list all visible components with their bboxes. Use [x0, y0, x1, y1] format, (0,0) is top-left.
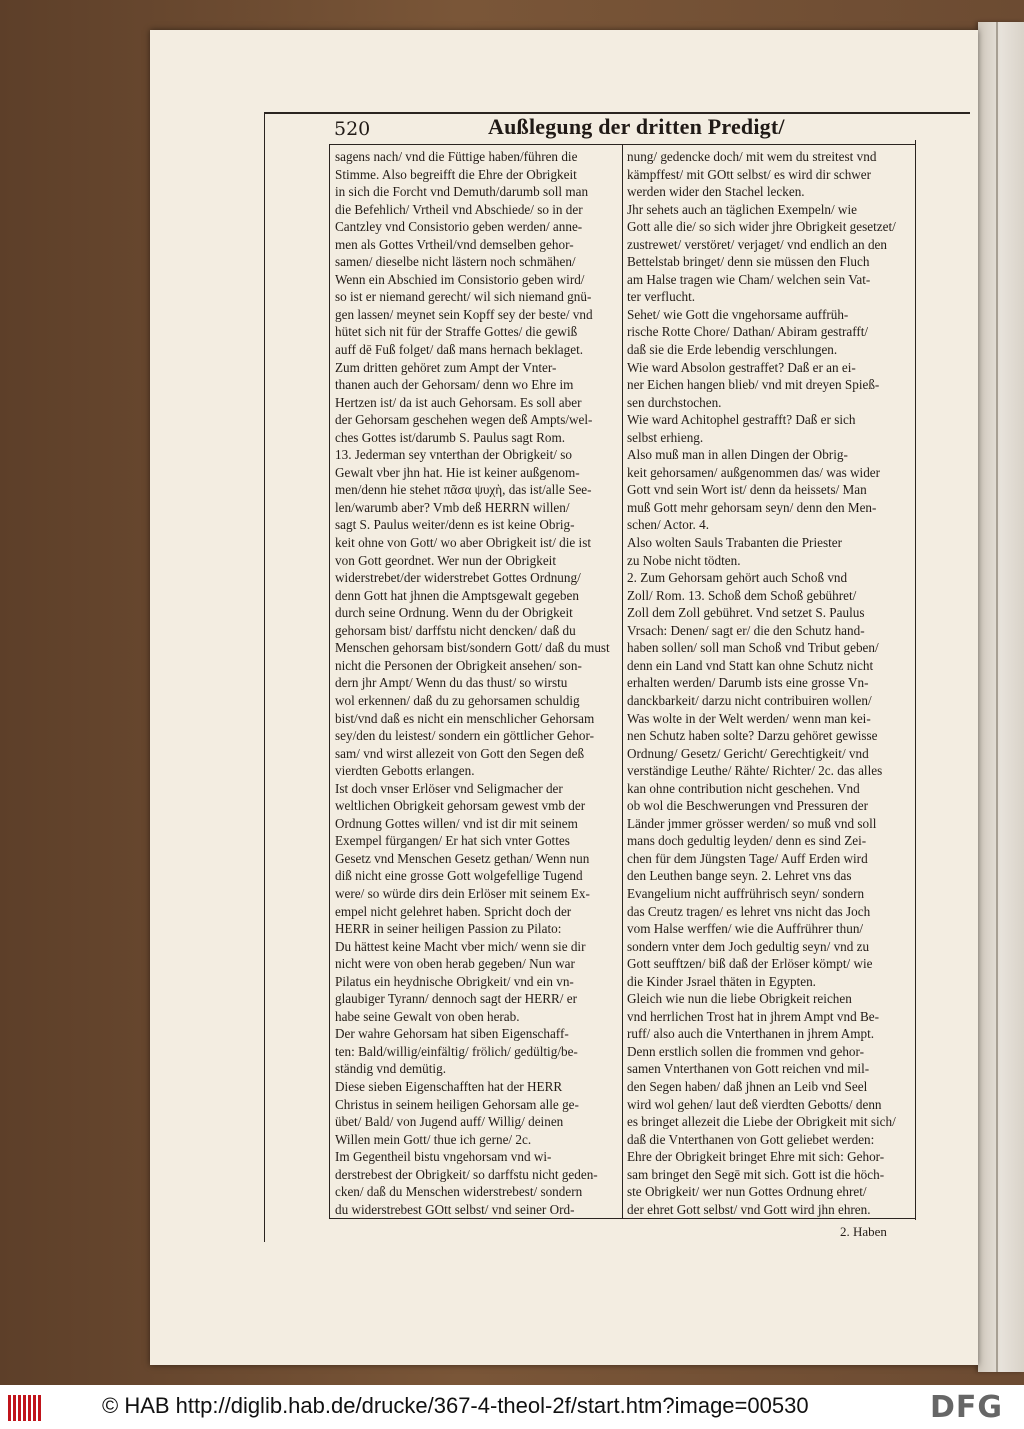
- text-line: auff dē Fuß folget/ daß mans hernach beklaget.: [335, 342, 584, 358]
- text-line: du widerstrebest GOtt selbst/ vnd seiner Ord-: [335, 1201, 575, 1217]
- text-line: Sehet/ wie Gott die vngehorsame auffrüh-: [627, 306, 849, 322]
- text-line: samen/ dieselbe nicht lästern noch schmähen/: [335, 254, 576, 270]
- text-line: ches Gottes ist/darumb S. Paulus sagt Rom.: [335, 429, 566, 445]
- text-line: es bringet allezeit die Liebe der Obrigkeit mit sich/: [627, 1114, 896, 1130]
- text-line: Bettelstab bringet/ denn sie müssen den Fluch: [627, 254, 870, 270]
- text-line: Also wolten Sauls Trabanten die Priester: [627, 535, 843, 551]
- text-line: übet/ Bald/ von Jugend auff/ Willig/ deinen: [335, 1114, 564, 1130]
- text-line: glaubiger Tyrann/ dennoch sagt der HERR/ er: [335, 991, 578, 1007]
- text-line: Also muß man in allen Dingen der Obrig-: [627, 447, 848, 463]
- text-line: Diese sieben Eigenschafften hat der HERR: [335, 1078, 563, 1094]
- left-text-column: [335, 148, 617, 1218]
- text-line: nen Schutz haben solte? Darzu gehöret gewisse: [627, 728, 878, 744]
- page-number: 520: [334, 118, 371, 140]
- barcode-icon: [8, 1395, 46, 1421]
- text-line: Stimme. Also begreifft die Ehre der Obrigkeit: [335, 166, 577, 182]
- text-line: men/denn hie stehet πᾶσα ψυχὴ, das ist/alle See-: [335, 482, 592, 498]
- text-line: Vrsach: Denen/ sagt er/ die den Schutz hand-: [627, 622, 865, 638]
- text-line: Pilatus ein heydnische Obrigkeit/ vnd ein vn-: [335, 973, 574, 989]
- text-line: denn Gott hat jhnen die Amptsgewalt gegeben: [335, 587, 579, 603]
- text-line: samen Vnterthanen von Gott reichen vnd mil-: [627, 1061, 870, 1077]
- text-line: Zum dritten gehöret zum Ampt der Vnter-: [335, 359, 557, 375]
- text-line: Gewalt vber jhn hat. Hie ist keiner außgenom-: [335, 464, 580, 480]
- text-line: derstrebest der Obrigkeit/ so darffstu nicht geden-: [335, 1166, 598, 1182]
- text-line: sam/ vnd wirst allezeit von Gott den Segen deß: [335, 745, 585, 761]
- text-line: chen für dem Jüngsten Tage/ Auff Erden wird: [627, 850, 868, 866]
- text-line: Wenn ein Abschied im Consistorio geben wird/: [335, 271, 585, 287]
- text-line: Was wolte in der Welt werden/ wenn man kei-: [627, 710, 871, 726]
- text-line: ner Eichen hangen blieb/ vnd mit dreyen Spieß-: [627, 377, 880, 393]
- text-line: Jhr sehets auch an täglichen Exempeln/ wie: [627, 201, 857, 217]
- text-line: 2. Zum Gehorsam gehört auch Schoß vnd: [627, 570, 848, 586]
- text-line: werden wider den Stachel lecken.: [627, 184, 805, 200]
- text-line: Cantzley vnd Consistorio geben werden/ anne-: [335, 219, 583, 235]
- text-line: erhalten werden/ Darumb ists eine grosse Vn-: [627, 675, 869, 691]
- text-line: sey/den du leistest/ sondern ein göttlicher Gehor-: [335, 728, 595, 744]
- text-line: Gott vnd sein Wort ist/ denn da heissets/ Man: [627, 482, 867, 498]
- text-line: dern jhr Ampt/ Wenn du das thust/ so wirstu: [335, 675, 568, 691]
- text-line: daß die Vnterthanen von Gott geliebet werden:: [627, 1131, 875, 1147]
- text-line: nung/ gedencke doch/ mit wem du streitest vnd: [627, 149, 877, 164]
- text-line: Länder jmmer grösser werden/ so muß vnd soll: [627, 815, 877, 831]
- text-line: Evangelium nicht auffrührisch seyn/ sondern: [627, 885, 865, 901]
- text-line: sagt S. Paulus weiter/denn es ist keine Obrig-: [335, 517, 575, 533]
- text-line: mans doch gedultig leyden/ denn es sind Zei-: [627, 833, 867, 849]
- text-line: Ordnung Gottes willen/ vnd ist dir mit seinem: [335, 815, 578, 831]
- text-line: Wie ward Absolon gestraffet? Daß er an ei-: [627, 359, 856, 375]
- text-line: ob wol die Beschwerungen vnd Pressuren der: [627, 798, 868, 814]
- text-line: in sich die Forcht vnd Demuth/darumb soll man: [335, 184, 589, 200]
- text-line: der Gehorsam geschehen wegen deß Ampts/wel-: [335, 412, 593, 428]
- text-line: nicht die Personen der Obrigkeit ansehen/ son-: [335, 657, 582, 673]
- text-line: Gott alle die/ so sich wider jhre Obrigkeit gesetzet/: [627, 219, 896, 235]
- running-head: Außlegung der dritten Predigt/: [488, 114, 785, 139]
- text-line: sondern vnter dem Joch gedultig seyn/ vnd zu: [627, 938, 870, 954]
- text-line: zustrewet/ verstöret/ verjaget/ vnd endlich an den: [627, 236, 887, 252]
- text-line: HERR in seiner heiligen Passion zu Pilato:: [335, 921, 562, 937]
- text-line: ständig vnd demütig.: [335, 1061, 446, 1077]
- text-line: len/warumb aber? Vmb deß HERRN willen/: [335, 499, 570, 515]
- text-line: hütet sich nit für der Straffe Gottes/ die gewiß: [335, 324, 578, 340]
- text-line: ste Obrigkeit/ wer nun Gottes Ordnung ehret/: [627, 1184, 867, 1200]
- text-line: Gleich wie nun die liebe Obrigkeit reichen: [627, 991, 852, 1007]
- text-line: die Befehlich/ Vrtheil vnd Abschiede/ so in der: [335, 201, 583, 217]
- text-line: zu Nobe nicht tödten.: [627, 552, 741, 568]
- left-column-rule: [329, 144, 330, 1219]
- header-rule: [330, 144, 916, 145]
- text-line: Ordnung/ Gesetz/ Gericht/ Gerechtigkeit/ vnd: [627, 745, 869, 761]
- footer-bar: [0, 1385, 1024, 1429]
- text-line: danckbarkeit/ darzu nicht contribuiren wollen/: [627, 692, 872, 708]
- text-line: verständige Leuthe/ Rähte/ Richter/ 2c. das alles: [627, 763, 883, 779]
- text-line: den Leuthen bange seyn. 2. Lehret vns das: [627, 868, 852, 884]
- text-line: ruff/ also auch die Vnterthanen in jhrem Ampt.: [627, 1026, 875, 1042]
- text-line: Ehre der Obrigkeit bringet Ehre mit sich: Gehor-: [627, 1149, 885, 1165]
- text-line: sen durchstochen.: [627, 394, 722, 410]
- text-line: wol erkennen/ daß du zu gehorsamen schuldig: [335, 692, 580, 708]
- text-line: keit gehorsamen/ außgenommen das/ was wider: [627, 464, 881, 480]
- text-line: ter verflucht.: [627, 289, 696, 305]
- text-line: Wie ward Achitophel gestrafft? Daß er sich: [627, 412, 856, 428]
- text-line: Du hättest keine Macht vber mich/ wenn sie dir: [335, 938, 586, 954]
- text-line: weltlichen Obrigkeit gehorsam gewest vmb der: [335, 798, 586, 814]
- text-line: Ist doch vnser Erlöser vnd Seligmacher der: [335, 780, 563, 796]
- text-line: muß Gott mehr gehorsam seyn/ denn den Men-: [627, 499, 877, 515]
- text-line: das Creutz tragen/ es lehret vns nicht das Joch: [627, 903, 871, 919]
- text-line: thanen auch der Gehorsam/ denn wo Ehre im: [335, 377, 574, 393]
- text-line: von Gott geordnet. Wer nun der Obrigkeit: [335, 552, 556, 568]
- text-line: denn ein Land vnd Statt kan ohne Schutz nicht: [627, 657, 874, 673]
- middle-column-rule: [622, 144, 623, 1219]
- text-line: cken/ daß du Menschen widerstrebest/ sondern: [335, 1184, 583, 1200]
- text-line: Im Gegentheil bistu vngehorsam vnd wi-: [335, 1149, 552, 1165]
- text-line: empel nicht gelehret haben. Spricht doch der: [335, 903, 572, 919]
- text-line: 13. Jederman sey vnterthan der Obrigkeit/ so: [335, 447, 572, 463]
- facing-page-edge: [978, 22, 1024, 1372]
- copyright-url[interactable]: © HAB http://diglib.hab.de/drucke/367-4-theol-2f/start.htm?image=00530: [102, 1393, 809, 1418]
- text-line: Gesetz vnd Menschen Gesetz gethan/ Wenn nun: [335, 850, 590, 866]
- page-frame-right: [915, 140, 916, 1220]
- text-line: widerstrebet/der widerstrebet Gottes Ordnung/: [335, 570, 581, 586]
- text-line: Zoll/ Rom. 13. Schoß dem Schoß gebühret/: [627, 587, 857, 603]
- text-line: Gott seufftzen/ biß daß der Erlöser kömpt/ wie: [627, 956, 873, 972]
- text-line: gen lassen/ meynet sein Kopff sey der beste/ vnd: [335, 306, 593, 322]
- text-line: vom Halse werffen/ wie die Auffrührer thun/: [627, 921, 864, 937]
- text-line: bist/vnd daß es nicht ein menschlicher Gehorsam: [335, 710, 595, 726]
- text-line: Menschen gehorsam bist/sondern Gott/ daß du must: [335, 640, 610, 656]
- text-line: so ist er niemand gerecht/ wil sich niemand gnü-: [335, 289, 592, 305]
- text-line: kämpffest/ mit GOtt selbst/ es wird dir schwer: [627, 166, 872, 182]
- text-line: sagens nach/ vnd die Füttige haben/führen die: [335, 149, 578, 164]
- text-line: Christus in seinem heiligen Gehorsam alle ge-: [335, 1096, 579, 1112]
- text-line: schen/ Actor. 4.: [627, 517, 710, 533]
- text-line: Hertzen ist/ da ist auch Gehorsam. Es soll aber: [335, 394, 582, 410]
- text-line: diß nicht eine grosse Gott wolgefellige Tugend: [335, 868, 583, 884]
- text-line: vnd herrlichen Trost hat in jhrem Ampt vnd Be-: [627, 1008, 880, 1024]
- catchword: 2. Haben: [840, 1224, 887, 1239]
- text-line: habe seine Gewalt von oben herab.: [335, 1008, 520, 1024]
- text-line: nicht were von oben herab gegeben/ Nun war: [335, 956, 575, 972]
- text-line: den Segen haben/ daß jhnen an Leib vnd Seel: [627, 1078, 868, 1094]
- text-line: die Kinder Jsrael thäten in Egypten.: [627, 973, 816, 989]
- text-line: gehorsam bist/ darffstu nicht dencken/ daß du: [335, 622, 576, 638]
- text-line: sam bringet den Segē mit sich. Gott ist die höch-: [627, 1166, 885, 1182]
- page-frame-left: [264, 112, 265, 1242]
- text-line: men als Gottes Vrtheil/vnd demselben gehor-: [335, 236, 574, 252]
- dfg-logo: DFG: [930, 1390, 1004, 1425]
- text-line: Der wahre Gehorsam hat siben Eigenschaff-: [335, 1026, 569, 1042]
- text-line: wird wol gehen/ laut deß vierdten Gebotts/ denn: [627, 1096, 882, 1112]
- right-text-column: [627, 148, 911, 1218]
- text-line: vierdten Gebotts erlangen.: [335, 763, 475, 779]
- text-line: durch seine Ordnung. Wenn du der Obrigkeit: [335, 605, 573, 621]
- text-line: rische Rotte Chore/ Dathan/ Abiram gestrafft/: [627, 324, 869, 340]
- text-line: selbst erhieng.: [627, 429, 704, 445]
- text-line: haben sollen/ soll man Schoß vnd Tribut geben/: [627, 640, 879, 656]
- text-line: Exempel fürgangen/ Er hat sich vnter Gottes: [335, 833, 570, 849]
- text-line: Zoll dem Zoll gebühret. Vnd setzet S. Paulus: [627, 605, 865, 621]
- text-line: der ehret Gott selbst/ vnd Gott wird jhn ehren.: [627, 1201, 871, 1217]
- text-line: ten: Bald/willig/einfältig/ frölich/ gedültig/be-: [335, 1043, 578, 1059]
- text-line: am Halse tragen wie Cham/ welchen sein Vat-: [627, 271, 871, 287]
- text-line: daß sie die Erde lebendig verschlungen.: [627, 342, 838, 358]
- text-line: were/ so würde dirs dein Erlöser mit seinem Ex-: [335, 885, 590, 901]
- text-line: kan ohne contribution nicht geschehen. Vnd: [627, 780, 860, 796]
- text-line: Willen mein Gott/ thue ich gerne/ 2c.: [335, 1131, 532, 1147]
- text-line: Denn erstlich sollen die frommen vnd gehor-: [627, 1043, 865, 1059]
- text-line: keit ohne von Gott/ wo aber Obrigkeit ist/ die ist: [335, 535, 592, 551]
